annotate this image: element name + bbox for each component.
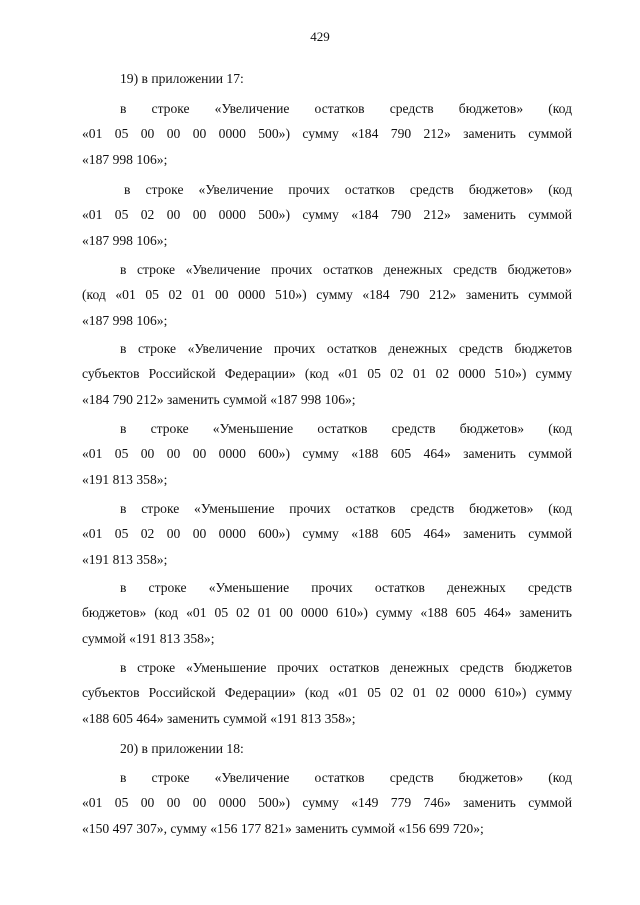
text-line: «01 05 02 00 00 0000 500») сумму «184 790 212» заменить суммой: [82, 207, 572, 222]
text-line: «01 05 00 00 00 0000 600») сумму «188 605 464» заменить суммой: [82, 446, 572, 461]
text-line: субъектов Российской Федерации» (код «01 05 02 01 02 0000 510») сумму: [82, 366, 572, 381]
text-line: в строке «Увеличение остатков средств бюджетов» (код: [120, 770, 572, 785]
text-line: в строке «Увеличение остатков средств бюджетов» (код: [120, 101, 572, 116]
list-item-heading: 20) в приложении 18:: [120, 741, 244, 756]
text-line: «187 998 106»;: [82, 233, 168, 248]
text-line: субъектов Российской Федерации» (код «01 05 02 01 02 0000 610») сумму: [82, 685, 572, 700]
text-line: в строке «Уменьшение прочих остатков средств бюджетов» (код: [120, 501, 572, 516]
text-line: (код «01 05 02 01 00 0000 510») сумму «184 790 212» заменить суммой: [82, 287, 572, 302]
text-line: «187 998 106»;: [82, 152, 168, 167]
text-line: «191 813 358»;: [82, 472, 168, 487]
text-line: в строке «Увеличение прочих остатков средств бюджетов» (код: [124, 182, 572, 197]
text-line: в строке «Увеличение прочих остатков денежных средств бюджетов»: [120, 262, 572, 277]
text-line: в строке «Увеличение прочих остатков денежных средств бюджетов: [120, 341, 572, 356]
list-item-heading: 19) в приложении 17:: [120, 71, 244, 86]
text-line: в строке «Уменьшение прочих остатков денежных средств бюджетов: [120, 660, 572, 675]
text-line: «188 605 464» заменить суммой «191 813 358»;: [82, 711, 356, 726]
text-line: бюджетов» (код «01 05 02 01 00 0000 610») сумму «188 605 464» заменить: [82, 605, 572, 620]
text-line: «184 790 212» заменить суммой «187 998 106»;: [82, 392, 356, 407]
text-line: в строке «Уменьшение остатков средств бюджетов» (код: [120, 421, 572, 436]
text-line: «01 05 00 00 00 0000 500») сумму «184 790 212» заменить суммой: [82, 126, 572, 141]
text-line: «01 05 00 00 00 0000 500») сумму «149 779 746» заменить суммой: [82, 795, 572, 810]
text-line: «150 497 307», сумму «156 177 821» заменить суммой «156 699 720»;: [82, 821, 484, 836]
page-number: 429: [310, 29, 330, 44]
text-line: суммой «191 813 358»;: [82, 631, 215, 646]
text-line: в строке «Уменьшение прочих остатков денежных средств: [120, 580, 572, 595]
text-line: «191 813 358»;: [82, 552, 168, 567]
text-line: «01 05 02 00 00 0000 600») сумму «188 605 464» заменить суммой: [82, 526, 572, 541]
text-line: «187 998 106»;: [82, 313, 168, 328]
